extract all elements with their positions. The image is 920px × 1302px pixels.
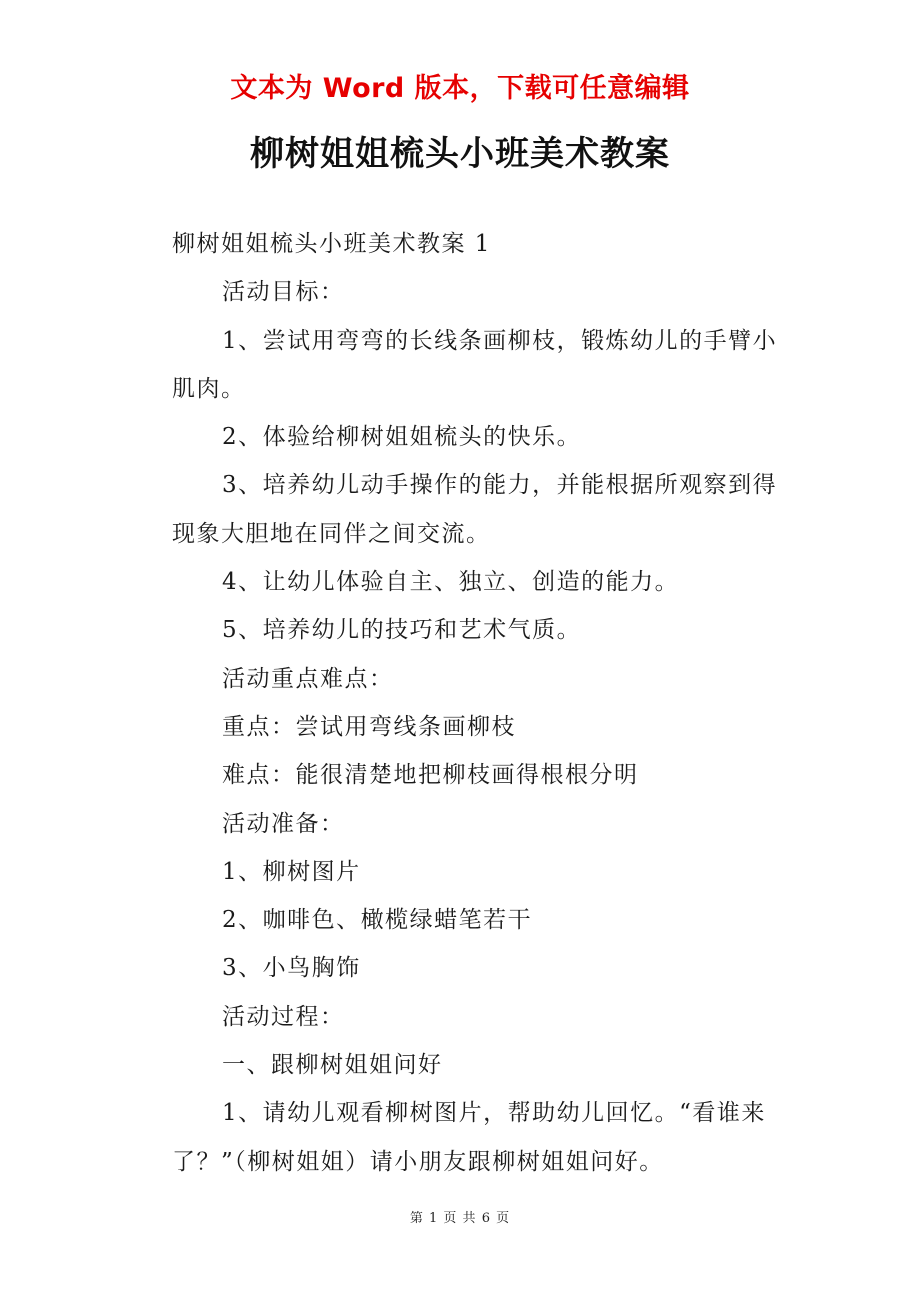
- paragraph: 1、尝试用弯弯的长线条画柳枝，锻炼幼儿的手臂小肌肉。: [172, 327, 778, 402]
- paragraph: 活动过程：: [222, 1003, 345, 1030]
- section-heading: 柳树姐姐梳头小班美术教案 1: [172, 231, 491, 257]
- paragraph: 1、柳树图片: [222, 858, 361, 885]
- paragraph: 重点：尝试用弯线条画柳枝: [222, 713, 516, 740]
- page-footer: 第 1 页 共 6 页: [409, 1211, 511, 1226]
- download-banner: 文本为 Word 版本，下载可任意编辑: [230, 73, 690, 104]
- paragraph: 3、小鸟胸饰: [222, 955, 361, 982]
- paragraph: 一、跟柳树姐姐问好: [222, 1052, 443, 1079]
- paragraph: 2、咖啡色、橄榄绿蜡笔若干: [222, 907, 533, 934]
- paragraph: 1、请幼儿观看柳树图片，帮助幼儿回忆。“看谁来了？”（柳树姐姐）请小朋友跟柳树姐姐问好。: [172, 1100, 766, 1175]
- document-body: [172, 220, 782, 1186]
- paragraph: 5、培养幼儿的技巧和艺术气质。: [222, 617, 582, 644]
- paragraph: 4、让幼儿体验自主、独立、创造的能力。: [222, 569, 680, 596]
- paragraph: 活动目标：: [222, 279, 345, 306]
- paragraph: 3、培养幼儿动手操作的能力，并能根据所观察到得现象大胆地在同伴之间交流。: [172, 472, 778, 547]
- paragraph: 难点：能很清楚地把柳枝画得根根分明: [222, 762, 639, 789]
- paragraph: 活动准备：: [222, 810, 345, 837]
- paragraph: 活动重点难点：: [222, 665, 394, 692]
- document-title: 柳树姐姐梳头小班美术教案: [250, 134, 670, 174]
- paragraph: 2、体验给柳树姐姐梳头的快乐。: [222, 424, 582, 451]
